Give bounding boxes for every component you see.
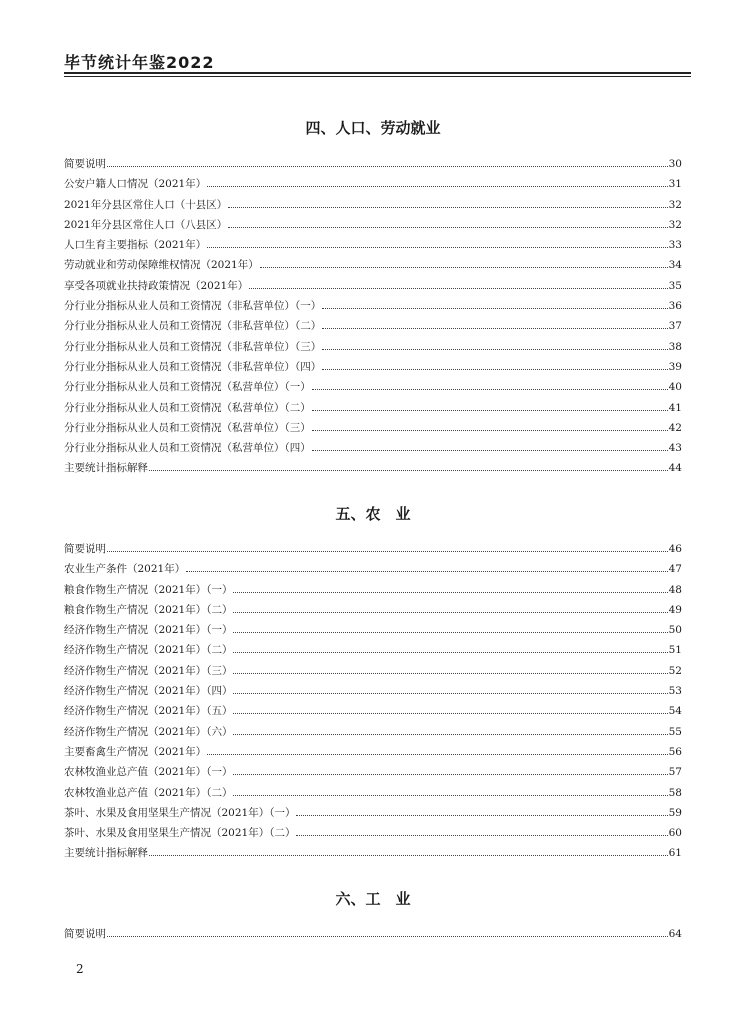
toc-entry-page: 35 xyxy=(668,279,682,292)
toc-entry-page: 32 xyxy=(668,198,682,211)
toc-entry-page: 57 xyxy=(668,766,682,779)
toc-entry[interactable] xyxy=(64,337,682,357)
dot-leader xyxy=(296,814,667,816)
toc-entry[interactable] xyxy=(64,539,682,559)
dot-leader xyxy=(207,753,667,755)
toc-entry[interactable] xyxy=(64,742,682,762)
toc-entry-label: 农林牧渔业总产值（2021年）（一） xyxy=(64,766,233,779)
dot-leader xyxy=(233,651,667,653)
toc-entry-page: 37 xyxy=(668,320,682,333)
dot-leader xyxy=(107,935,668,937)
dot-leader xyxy=(322,327,667,329)
toc-entry[interactable] xyxy=(64,783,682,803)
section-title: 六、工 业 xyxy=(335,890,411,908)
toc-entry-page: 53 xyxy=(668,685,682,698)
dot-leader xyxy=(107,165,668,167)
dot-leader xyxy=(233,631,667,633)
toc-entry[interactable] xyxy=(64,357,682,377)
toc-entry-page: 58 xyxy=(668,786,682,799)
page-number: 2 xyxy=(76,962,84,976)
dot-leader xyxy=(186,570,667,572)
toc-entry-label: 经济作物生产情况（2021年）（六） xyxy=(64,725,233,738)
toc-entry-label: 劳动就业和劳动保障维权情况（2021年） xyxy=(64,259,259,272)
toc-entry[interactable] xyxy=(64,255,682,275)
toc-entry-page: 40 xyxy=(668,381,682,394)
toc-entry[interactable] xyxy=(64,235,682,255)
toc-entry-label: 分行业分指标从业人员和工资情况（非私营单位）（四） xyxy=(64,360,322,373)
toc-entry-list xyxy=(64,154,682,479)
toc-entry-page: 54 xyxy=(668,705,682,718)
toc-entry[interactable] xyxy=(64,276,682,296)
toc-entry[interactable] xyxy=(64,154,682,174)
toc-entry-label: 2021年分县区常住人口（八县区） xyxy=(64,218,228,231)
toc-entry-label: 分行业分指标从业人员和工资情况（非私营单位）（一） xyxy=(64,300,322,313)
toc-entry-page: 42 xyxy=(668,421,682,434)
toc-entry[interactable] xyxy=(64,174,682,194)
toc-entry-page: 33 xyxy=(668,239,682,252)
dot-leader xyxy=(312,388,668,390)
toc-entry-label: 分行业分指标从业人员和工资情况（私营单位）（一） xyxy=(64,381,311,394)
toc-entry-page: 47 xyxy=(668,563,682,576)
toc-entry[interactable] xyxy=(64,640,682,660)
dot-leader xyxy=(233,773,667,775)
section-title: 五、农 业 xyxy=(335,505,411,523)
toc-entry[interactable] xyxy=(64,823,682,843)
toc-entry-label: 主要统计指标解释 xyxy=(64,462,148,475)
dot-leader xyxy=(233,611,667,613)
toc-entry[interactable] xyxy=(64,296,682,316)
header-rule-thick xyxy=(64,72,691,74)
toc-entry-page: 39 xyxy=(668,360,682,373)
toc-entry-page: 60 xyxy=(668,827,682,840)
dot-leader xyxy=(233,672,667,674)
toc-entry-label: 茶叶、水果及食用坚果生产情况（2021年）（一） xyxy=(64,806,296,819)
toc-entry[interactable] xyxy=(64,803,682,823)
section-title: 四、人口、劳动就业 xyxy=(305,119,441,137)
toc-entry-page: 55 xyxy=(668,725,682,738)
toc-entry[interactable] xyxy=(64,580,682,600)
toc-entry-label: 主要统计指标解释 xyxy=(64,847,148,860)
toc-entry-page: 64 xyxy=(668,928,682,940)
toc-entry-label: 经济作物生产情况（2021年）（五） xyxy=(64,705,233,718)
toc-entry-page: 31 xyxy=(668,178,682,191)
toc-entry-label: 粮食作物生产情况（2021年）（一） xyxy=(64,583,233,596)
toc-entry-list xyxy=(64,539,682,864)
dot-leader xyxy=(233,733,667,735)
toc-entry-page: 48 xyxy=(668,583,682,596)
toc-entry[interactable] xyxy=(64,377,682,397)
toc-entry-list xyxy=(64,924,682,944)
toc-entry[interactable] xyxy=(64,701,682,721)
toc-entry-label: 分行业分指标从业人员和工资情况（私营单位）（四） xyxy=(64,442,311,455)
toc-entry-label: 经济作物生产情况（2021年）（一） xyxy=(64,624,233,637)
toc-entry-label: 经济作物生产情况（2021年）（二） xyxy=(64,644,233,657)
toc-entry-page: 32 xyxy=(668,218,682,231)
toc-entry[interactable] xyxy=(64,398,682,418)
toc-entry[interactable] xyxy=(64,661,682,681)
toc-entry-page: 49 xyxy=(668,603,682,616)
toc-entry-label: 简要说明 xyxy=(64,543,106,555)
toc-entry-page: 43 xyxy=(668,442,682,455)
toc-entry[interactable] xyxy=(64,843,682,863)
toc-entry-label: 分行业分指标从业人员和工资情况（非私营单位）（二） xyxy=(64,320,322,333)
running-title: 毕节统计年鉴2022 xyxy=(64,53,215,72)
toc-entry-label: 经济作物生产情况（2021年）（三） xyxy=(64,664,233,677)
toc-entry-page: 51 xyxy=(668,644,682,657)
toc-entry[interactable] xyxy=(64,924,682,944)
toc-entry[interactable] xyxy=(64,438,682,458)
toc-entry[interactable] xyxy=(64,215,682,235)
toc-entry-page: 34 xyxy=(668,259,682,272)
toc-entry[interactable] xyxy=(64,195,682,215)
toc-entry-page: 38 xyxy=(668,340,682,353)
toc-entry-label: 农林牧渔业总产值（2021年）（二） xyxy=(64,786,233,799)
toc-entry[interactable] xyxy=(64,600,682,620)
dot-leader xyxy=(207,185,667,187)
toc-entry-label: 主要畜禽生产情况（2021年） xyxy=(64,745,207,758)
toc-entry-page: 59 xyxy=(668,806,682,819)
dot-leader xyxy=(260,266,668,268)
toc-entry-page: 30 xyxy=(668,158,682,170)
toc-entry-page: 36 xyxy=(668,300,682,313)
dot-leader xyxy=(322,348,667,350)
toc-entry[interactable] xyxy=(64,681,682,701)
dot-leader xyxy=(228,206,667,208)
toc-entry-page: 44 xyxy=(668,462,682,475)
dot-leader xyxy=(107,550,668,552)
dot-leader xyxy=(233,794,667,796)
dot-leader xyxy=(296,834,667,836)
toc-entry-page: 61 xyxy=(668,847,682,860)
dot-leader xyxy=(312,449,668,451)
dot-leader xyxy=(249,287,667,289)
dot-leader xyxy=(233,591,667,593)
toc-entry-page: 46 xyxy=(668,543,682,555)
dot-leader xyxy=(322,368,667,370)
header-rule-thin xyxy=(64,76,691,77)
dot-leader xyxy=(322,307,667,309)
toc-entry-label: 分行业分指标从业人员和工资情况（私营单位）（三） xyxy=(64,421,311,434)
toc-entry-page: 50 xyxy=(668,624,682,637)
toc-entry-page: 56 xyxy=(668,745,682,758)
toc-entry[interactable] xyxy=(64,559,682,579)
toc-entry-label: 简要说明 xyxy=(64,928,106,940)
dot-leader xyxy=(233,692,667,694)
dot-leader xyxy=(228,226,667,228)
toc-entry[interactable] xyxy=(64,722,682,742)
dot-leader xyxy=(233,712,667,714)
toc-entry-label: 人口生育主要指标（2021年） xyxy=(64,239,207,252)
dot-leader xyxy=(312,409,668,411)
toc-entry-page: 52 xyxy=(668,664,682,677)
toc-entry-label: 经济作物生产情况（2021年）（四） xyxy=(64,685,233,698)
dot-leader xyxy=(312,429,668,431)
dot-leader xyxy=(149,469,668,471)
toc-entry-label: 分行业分指标从业人员和工资情况（私营单位）（二） xyxy=(64,401,311,414)
toc-entry-page: 41 xyxy=(668,401,682,414)
toc-entry-label: 分行业分指标从业人员和工资情况（非私营单位）（三） xyxy=(64,340,322,353)
toc-entry[interactable] xyxy=(64,316,682,336)
toc-entry-label: 简要说明 xyxy=(64,158,106,170)
toc-entry-label: 2021年分县区常住人口（十县区） xyxy=(64,198,228,211)
toc-entry-label: 粮食作物生产情况（2021年）（二） xyxy=(64,603,233,616)
toc-entry[interactable] xyxy=(64,620,682,640)
toc-entry-label: 农业生产条件（2021年） xyxy=(64,563,186,576)
toc-entry-label: 茶叶、水果及食用坚果生产情况（2021年）（二） xyxy=(64,827,296,840)
toc-entry-label: 公安户籍人口情况（2021年） xyxy=(64,178,207,191)
toc-entry[interactable] xyxy=(64,458,682,478)
dot-leader xyxy=(149,854,668,856)
toc-entry[interactable] xyxy=(64,762,682,782)
toc-entry-label: 享受各项就业扶持政策情况（2021年） xyxy=(64,279,249,292)
toc-entry[interactable] xyxy=(64,418,682,438)
dot-leader xyxy=(207,246,667,248)
